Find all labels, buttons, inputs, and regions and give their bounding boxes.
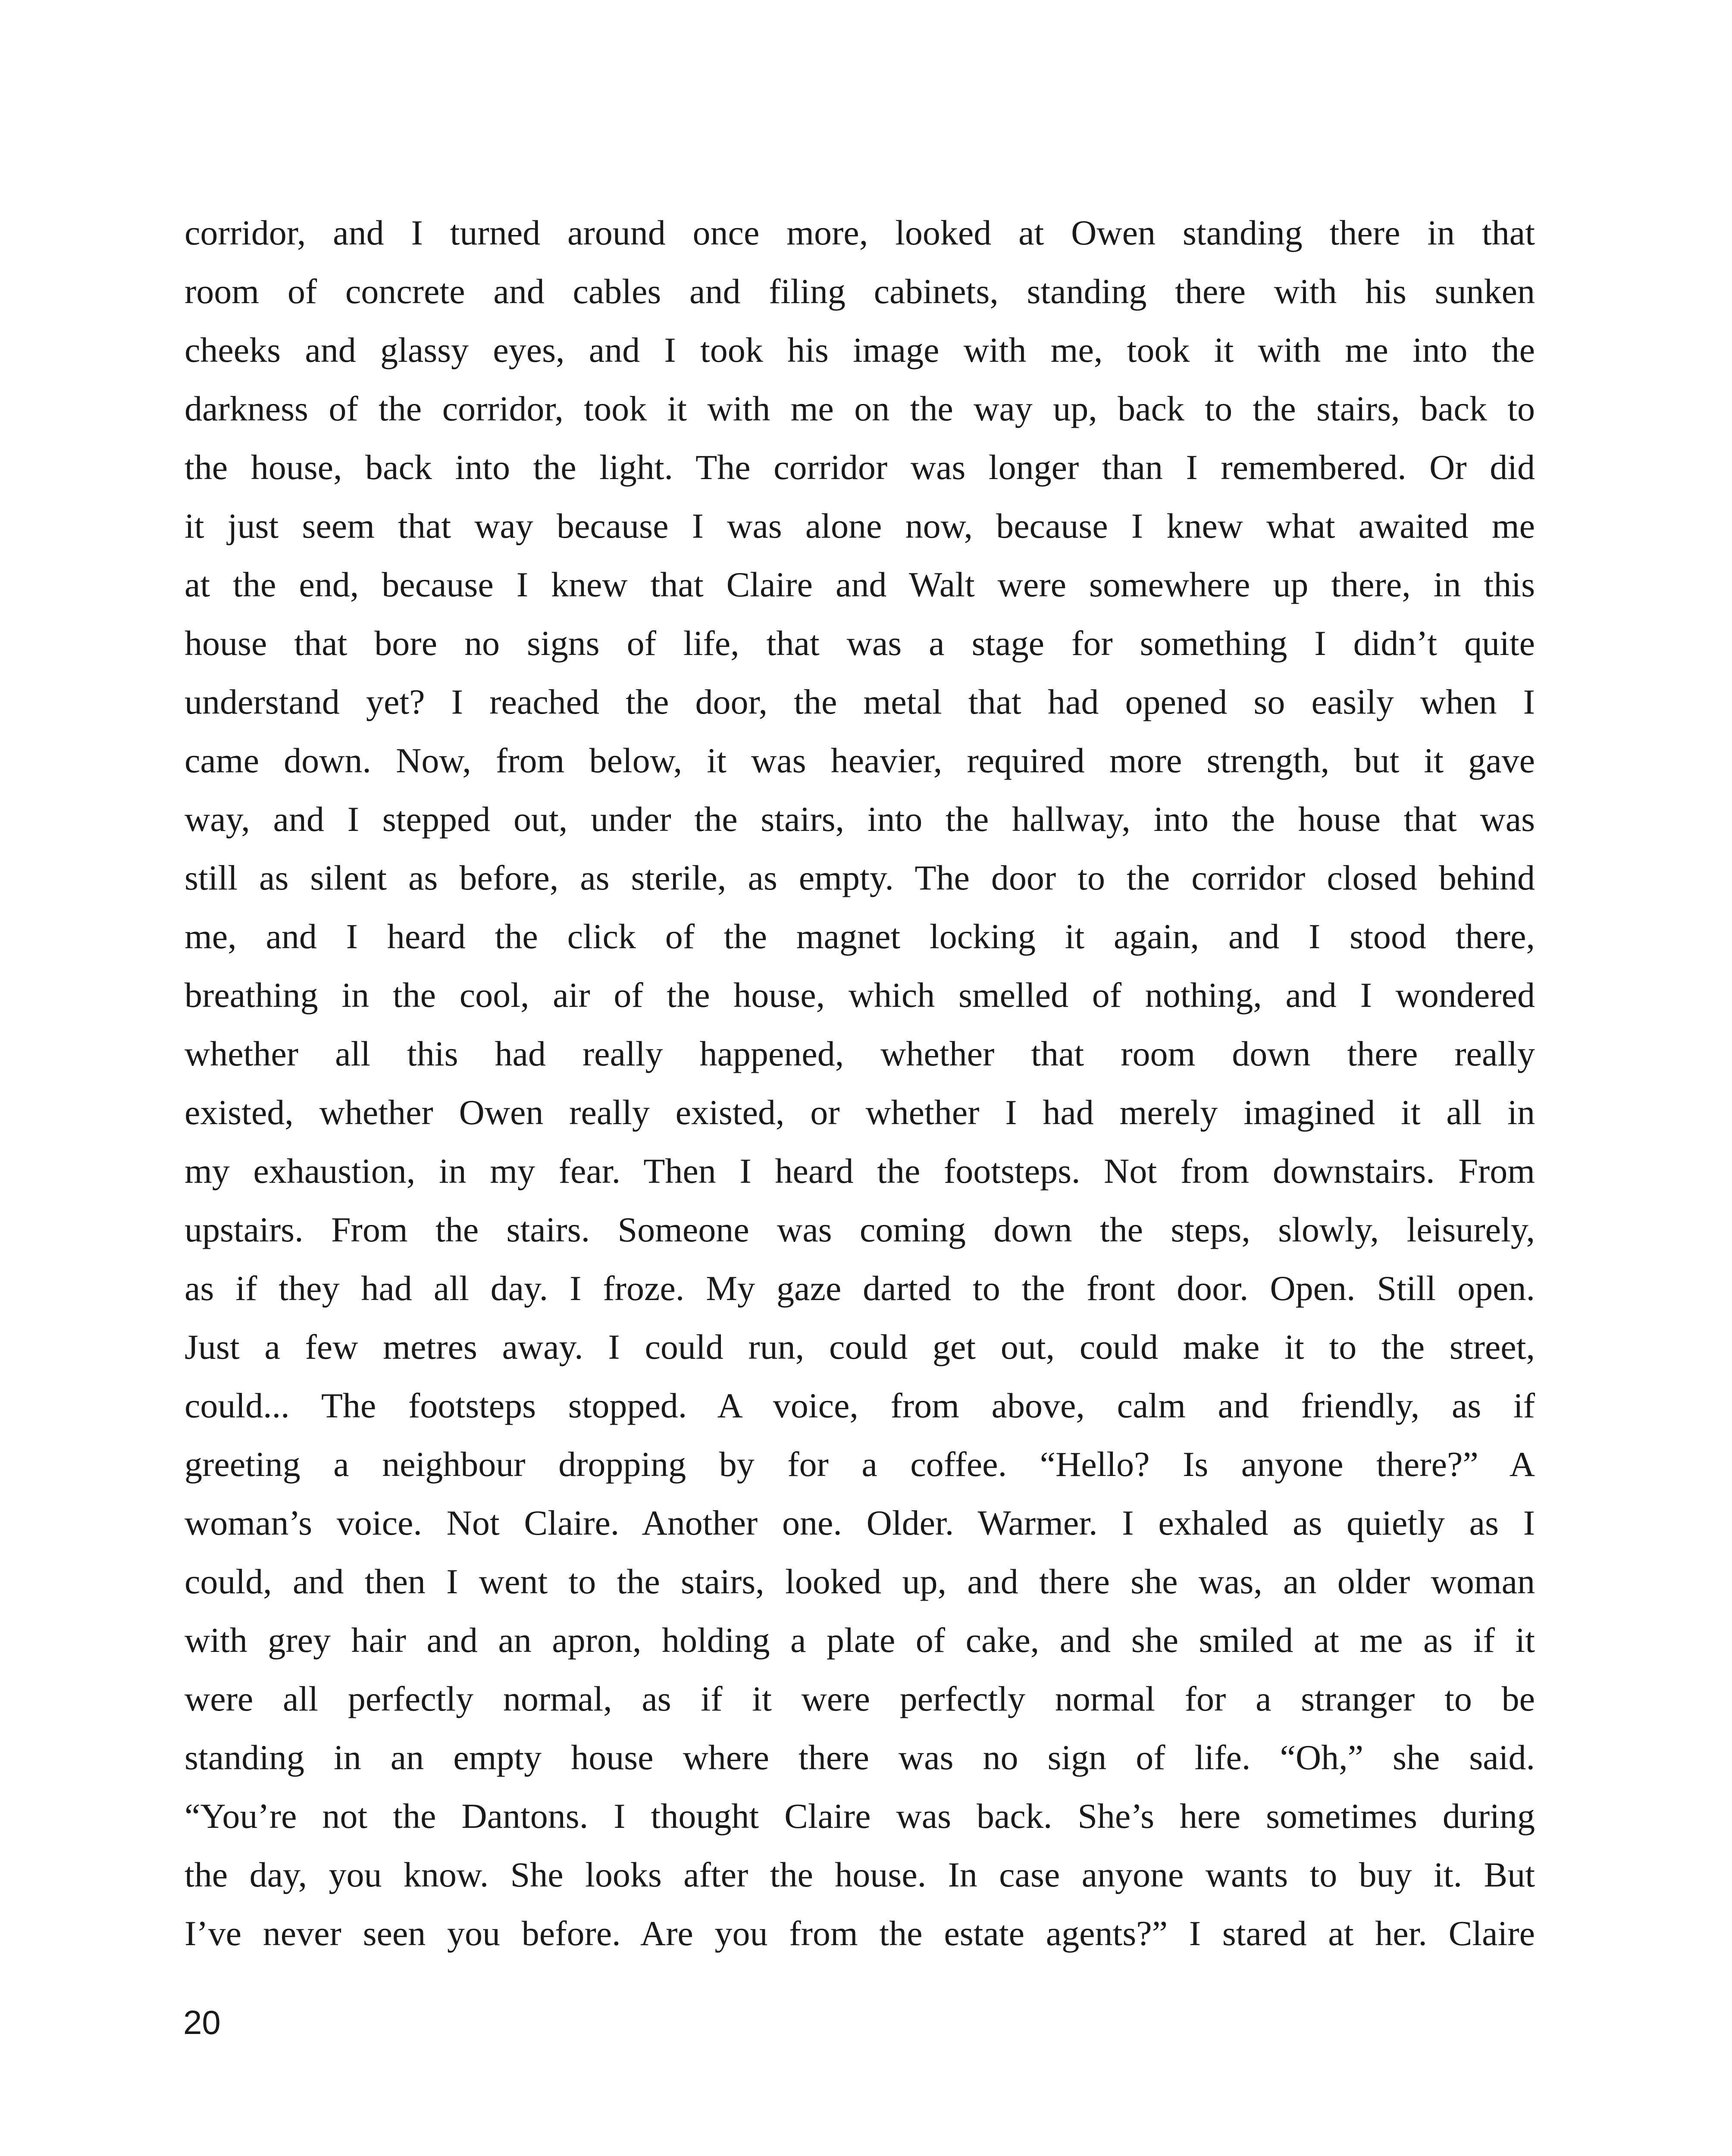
- text-line: greeting a neighbour dropping by for a coffee. “Hello? Is anyone there?” A: [185, 1445, 1535, 1484]
- text-line: existed, whether Owen really existed, or whether I had merely imagined it all in: [185, 1093, 1535, 1132]
- text-line: the day, you know. She looks after the house. In case anyone wants to buy it. But: [185, 1855, 1535, 1894]
- text-line: I’ve never seen you before. Are you from the estate agents?” I stared at her. Claire: [185, 1914, 1535, 1953]
- text-line: upstairs. From the stairs. Someone was coming down the steps, slowly, leisurely,: [185, 1210, 1535, 1249]
- text-line: cheeks and glassy eyes, and I took his image with me, took it with me into the: [185, 330, 1535, 370]
- text-line: house that bore no signs of life, that was a stage for something I didn’t quite: [185, 624, 1535, 663]
- text-line: as if they had all day. I froze. My gaze darted to the front door. Open. Still open.: [185, 1269, 1535, 1308]
- text-line: Just a few metres away. I could run, could get out, could make it to the street,: [185, 1327, 1535, 1366]
- text-line: me, and I heard the click of the magnet locking it again, and I stood there,: [185, 917, 1535, 956]
- text-line: breathing in the cool, air of the house, which smelled of nothing, and I wondered: [185, 975, 1535, 1015]
- text-line: way, and I stepped out, under the stairs, into the hallway, into the house that was: [185, 799, 1535, 839]
- body-paragraph: [185, 204, 1535, 1963]
- text-line: whether all this had really happened, whether that room down there really: [185, 1034, 1535, 1073]
- text-line: came down. Now, from below, it was heavier, required more strength, but it gave: [185, 741, 1535, 780]
- text-line: it just seem that way because I was alone now, because I knew what awaited me: [185, 506, 1535, 545]
- text-line: at the end, because I knew that Claire and Walt were somewhere up there, in this: [185, 565, 1535, 604]
- text-line: my exhaustion, in my fear. Then I heard the footsteps. Not from downstairs. From: [185, 1151, 1535, 1191]
- text-line: darkness of the corridor, took it with me on the way up, back to the stairs, back to: [185, 389, 1535, 428]
- text-line: could, and then I went to the stairs, looked up, and there she was, an older woman: [185, 1562, 1535, 1601]
- text-line: could... The footsteps stopped. A voice, from above, calm and friendly, as if: [185, 1386, 1535, 1425]
- text-line: were all perfectly normal, as if it were perfectly normal for a stranger to be: [185, 1679, 1535, 1718]
- text-line: understand yet? I reached the door, the metal that had opened so easily when I: [185, 682, 1535, 721]
- text-line: room of concrete and cables and filing cabinets, standing there with his sunken: [185, 272, 1535, 311]
- text-line: woman’s voice. Not Claire. Another one. Older. Warmer. I exhaled as quietly as I: [185, 1503, 1535, 1542]
- text-line: still as silent as before, as sterile, as empty. The door to the corridor closed behind: [185, 858, 1535, 897]
- text-line: with grey hair and an apron, holding a plate of cake, and she smiled at me as if it: [185, 1620, 1535, 1660]
- text-line: the house, back into the light. The corridor was longer than I remembered. Or did: [185, 448, 1535, 487]
- text-line: corridor, and I turned around once more, looked at Owen standing there in that: [185, 213, 1535, 252]
- page-number: 20: [183, 2003, 221, 2041]
- text-line: “You’re not the Dantons. I thought Claire was back. She’s here sometimes during: [185, 1796, 1535, 1836]
- text-line: standing in an empty house where there was no sign of life. “Oh,” she said.: [185, 1738, 1535, 1777]
